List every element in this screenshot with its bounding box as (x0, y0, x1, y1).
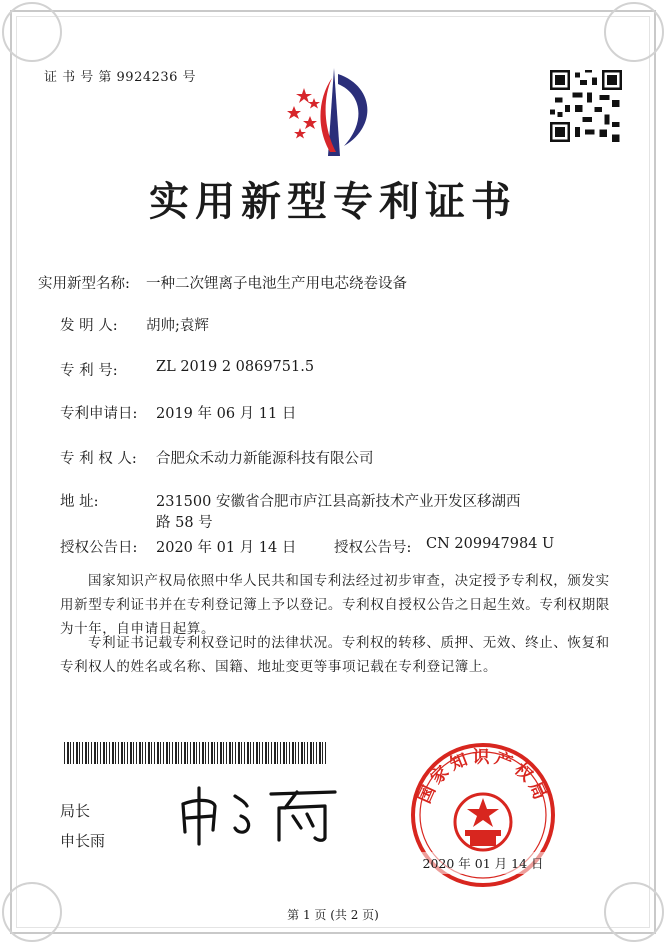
seal-date: 2020 年 01 月 14 日 (422, 856, 544, 871)
signature-name: 申长雨 (60, 832, 106, 850)
field-label-grant-no: 授权公告号: (334, 540, 412, 556)
svg-text:国家知识产权局 (415, 747, 551, 806)
field-label-name: 实用新型名称: (38, 276, 130, 292)
official-seal (408, 740, 558, 890)
certificate-number: 证 书 号 第 9924236 号 (44, 70, 197, 85)
signature-title: 局长 (60, 802, 91, 820)
field-value-grant-date: 2020 年 01 月 14 日 (156, 540, 297, 556)
field-value-name: 一种二次锂离子电池生产用电芯绕卷设备 (146, 276, 407, 292)
field-label-address: 地 址: (60, 494, 99, 510)
field-value-patentee: 合肥众禾动力新能源科技有限公司 (156, 451, 374, 467)
handwritten-signature (175, 782, 345, 848)
page-footer: 第 1 页 (共 2 页) (287, 908, 379, 922)
body-paragraph: 国家知识产权局依照中华人民共和国专利法经过初步审查，决定授予专利权，颁发实用新型专利证书并在专利登记簿上予以登记。专利权自授权公告之日起生效。专利权期限为十年，自申请日起算。 (60, 573, 610, 637)
field-label-filing-date: 专利申请日: (60, 406, 138, 422)
body-paragraph: 专利证书记载专利权登记时的法律状况。专利权的转移、质押、无效、终止、恢复和专利权人的姓名或名称、国籍、地址变更等事项记载在专利登记簿上。 (60, 635, 610, 675)
corner-ornament (604, 2, 664, 62)
qr-code-icon (550, 70, 622, 142)
patent-emblem-icon (282, 60, 386, 164)
field-label-patent-no: 专 利 号: (60, 363, 118, 379)
page-title: 实用新型专利证书 (149, 178, 517, 225)
field-value-grant-no: CN 209947984 U (426, 536, 555, 552)
field-label-patentee: 专 利 权 人: (60, 451, 137, 467)
seal-text: 国家知识产权局 (414, 747, 552, 807)
field-value-patent-no: ZL 2019 2 0869751.5 (156, 359, 315, 375)
corner-ornament (2, 2, 62, 62)
field-value-filing-date: 2019 年 06 月 11 日 (156, 406, 297, 422)
field-value-address: 231500 安徽省合肥市庐江县高新技术产业开发区移湖西 (156, 494, 521, 510)
field-label-grant-date: 授权公告日: (60, 540, 138, 556)
field-value-address-line2: 路 58 号 (156, 515, 213, 531)
barcode-icon (64, 742, 326, 764)
field-value-inventor: 胡帅;袁辉 (146, 318, 209, 334)
field-label-inventor: 发 明 人: (60, 318, 118, 334)
